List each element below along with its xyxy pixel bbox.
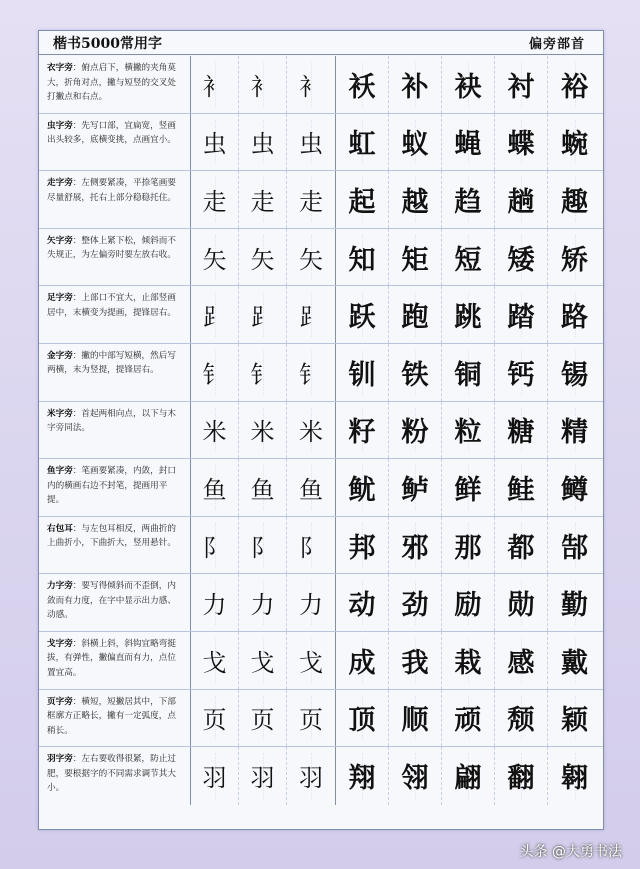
example-character: 趋 — [454, 186, 482, 218]
radical-desc-text: ：整体上紧下松，倾斜而不失规正，为左偏旁时要左放右收。 — [47, 235, 176, 261]
radical-glyph: 矢 — [299, 245, 323, 274]
example-character-cell — [389, 344, 442, 401]
example-character: 衬 — [507, 71, 535, 103]
example-character-cell — [389, 632, 442, 689]
radical-row — [39, 632, 603, 690]
example-character: 鲑 — [507, 474, 535, 506]
radical-practice-cell — [191, 632, 239, 689]
example-character-cell — [495, 632, 548, 689]
radical-desc-text: ：首起两相向点，以下与木字旁同法。 — [47, 408, 176, 434]
example-character: 短 — [454, 244, 482, 276]
radical-glyph: 羽 — [250, 764, 275, 793]
example-character-cell — [495, 56, 548, 113]
example-character-cell — [389, 690, 442, 747]
radical-practice-cell — [239, 114, 287, 171]
calligraphy-sheet — [38, 30, 604, 830]
example-character: 踏 — [507, 302, 535, 334]
radical-practice-cell — [287, 632, 336, 689]
radical-desc-text: ：左右要收得很紧，防止过肥，要根据字的不同需求调节其大小。 — [47, 754, 176, 794]
radical-glyph: ⻊ — [299, 303, 323, 332]
radical-glyph: 阝 — [202, 533, 227, 562]
example-character: 勋 — [507, 590, 535, 622]
radical-description — [39, 344, 191, 401]
radical-description — [39, 747, 191, 805]
radical-glyph: 衤 — [250, 72, 275, 101]
radical-description — [39, 632, 191, 689]
example-character-cell — [548, 690, 601, 747]
radical-name: 走字旁 — [47, 178, 73, 189]
radical-desc-text: ：要写得倾斜而不歪倒，内敛而有力度，在字中显示出力感、动感。 — [47, 581, 176, 621]
example-character-cell — [495, 747, 548, 805]
example-character: 栽 — [454, 647, 482, 679]
radical-glyph: 钅 — [202, 360, 227, 389]
example-character: 邪 — [401, 532, 429, 564]
radical-practice-cell — [191, 402, 239, 459]
radical-practice-cell — [191, 114, 239, 171]
radical-name: 金字旁 — [47, 350, 73, 361]
radical-practice-cell — [239, 229, 287, 286]
example-character-cell — [389, 517, 442, 574]
radical-glyph: 走 — [202, 187, 227, 216]
example-character-cell — [548, 517, 601, 574]
example-character-cell — [442, 459, 495, 516]
example-character: 粉 — [401, 417, 429, 449]
radical-glyph: ⻊ — [202, 303, 227, 332]
radical-practice-cell — [191, 171, 239, 228]
radical-glyph: 戈 — [202, 648, 227, 677]
radical-practice-cell — [191, 574, 239, 631]
radical-glyph: 走 — [299, 187, 323, 216]
example-character: 钙 — [507, 359, 535, 391]
radical-row — [39, 459, 603, 517]
example-character-cell — [442, 171, 495, 228]
example-character: 戴 — [561, 647, 588, 679]
radical-glyph: 页 — [299, 706, 323, 735]
radical-row — [39, 690, 603, 748]
radical-row — [39, 286, 603, 344]
example-character: 蝇 — [454, 129, 482, 161]
radical-glyph: 羽 — [299, 764, 323, 793]
radical-glyph: 鱼 — [202, 475, 227, 504]
example-character-cell — [336, 690, 389, 747]
section-title: 偏旁部首 — [528, 37, 585, 52]
radical-description — [39, 402, 191, 459]
radical-practice-cell — [287, 171, 336, 228]
example-character: 郜 — [561, 532, 588, 564]
example-character-cell — [548, 632, 601, 689]
radical-glyph: 走 — [250, 187, 275, 216]
radical-row — [39, 344, 603, 402]
radical-desc-text: ：先写口部，宜扁宽，竖画出头较多，底横变挑，点画宜小。 — [47, 120, 176, 146]
example-character-cell — [336, 632, 389, 689]
example-character: 袂 — [454, 71, 482, 103]
example-character-cell — [495, 344, 548, 401]
radical-practice-cell — [239, 747, 287, 805]
example-character-cell — [442, 632, 495, 689]
radical-glyph: 衤 — [202, 72, 227, 101]
example-character: 精 — [561, 417, 588, 449]
example-character-cell — [442, 344, 495, 401]
radical-desc-text: ：与左包耳相反，两曲折的上曲折小，下曲折大，竖用悬针。 — [47, 523, 176, 549]
radical-row — [39, 574, 603, 632]
example-character-cell — [548, 56, 601, 113]
example-character: 动 — [348, 590, 376, 622]
example-character: 矫 — [561, 244, 588, 276]
radical-practice-cell — [287, 459, 336, 516]
radical-name: 米字旁 — [47, 408, 73, 419]
radical-row — [39, 402, 603, 460]
example-character-cell — [442, 229, 495, 286]
radical-practice-cell — [239, 517, 287, 574]
radical-name: 矢字旁 — [47, 235, 73, 246]
radical-practice-cell — [287, 114, 336, 171]
radical-row — [39, 171, 603, 229]
example-character: 趣 — [561, 186, 588, 218]
example-character: 铁 — [401, 359, 429, 391]
example-character-cell — [495, 574, 548, 631]
example-character: 成 — [348, 647, 376, 679]
radical-description — [39, 574, 191, 631]
example-character-cell — [495, 402, 548, 459]
radical-description — [39, 114, 191, 171]
example-character: 勤 — [561, 590, 588, 622]
example-character: 越 — [401, 186, 429, 218]
example-character: 铜 — [454, 359, 482, 391]
example-character: 翎 — [401, 763, 429, 795]
radical-practice-cell — [239, 286, 287, 343]
example-character-cell — [442, 574, 495, 631]
radical-glyph: 米 — [202, 418, 227, 447]
example-character-cell — [442, 690, 495, 747]
example-character: 颓 — [507, 705, 535, 737]
radical-glyph: 阝 — [250, 533, 275, 562]
sheet-title: 楷书5000常用字 — [53, 35, 162, 52]
example-character-cell — [495, 114, 548, 171]
radical-glyph: 矢 — [250, 245, 275, 274]
radical-glyph: 戈 — [299, 648, 323, 677]
example-character: 跃 — [348, 302, 376, 334]
radical-practice-cell — [239, 344, 287, 401]
radical-desc-text: ：横短，短撇居其中，下部框廓方正略长，撇有一定弧度，点稍长。 — [47, 696, 176, 736]
radical-glyph: 钅 — [250, 360, 275, 389]
radical-description — [39, 229, 191, 286]
example-character: 趟 — [507, 186, 535, 218]
radical-description — [39, 517, 191, 574]
example-character-cell — [389, 574, 442, 631]
example-character: 劲 — [401, 590, 429, 622]
example-character-cell — [336, 56, 389, 113]
radical-practice-cell — [287, 56, 336, 113]
radical-practice-cell — [239, 56, 287, 113]
radical-glyph: 鱼 — [250, 475, 275, 504]
radical-desc-text: ：笔画要紧凑，内敛，封口内的横画右边不封笔，提画用平提。 — [47, 466, 176, 506]
example-character: 虹 — [348, 129, 376, 161]
example-character-cell — [336, 402, 389, 459]
radical-practice-cell — [191, 344, 239, 401]
radical-practice-cell — [239, 459, 287, 516]
radical-name: 鱼字旁 — [47, 466, 73, 477]
radical-practice-cell — [287, 574, 336, 631]
example-character: 蚁 — [401, 129, 429, 161]
example-character: 翱 — [561, 763, 588, 795]
radical-glyph: 虫 — [299, 130, 323, 159]
example-character-cell — [548, 229, 601, 286]
example-character-cell — [389, 402, 442, 459]
example-character: 那 — [454, 532, 482, 564]
example-character: 感 — [507, 647, 535, 679]
example-character-cell — [336, 229, 389, 286]
example-character-cell — [389, 114, 442, 171]
radical-row — [39, 229, 603, 287]
example-character: 励 — [454, 590, 482, 622]
example-character: 都 — [507, 532, 535, 564]
example-character-cell — [389, 229, 442, 286]
radical-name: 羽字旁 — [47, 754, 73, 765]
example-character-cell — [389, 747, 442, 805]
radical-practice-cell — [191, 747, 239, 805]
radical-name: 右包耳 — [47, 523, 73, 534]
radical-practice-cell — [239, 171, 287, 228]
example-character-cell — [548, 574, 601, 631]
example-character-cell — [548, 286, 601, 343]
example-character: 蝶 — [507, 129, 535, 161]
example-character-cell — [336, 286, 389, 343]
example-character: 蜿 — [561, 129, 588, 161]
example-character-cell — [548, 344, 601, 401]
radical-description — [39, 56, 191, 113]
example-character-cell — [389, 286, 442, 343]
example-character: 糖 — [507, 417, 535, 449]
radical-desc-text: ：上部口不宜大，止部竖画居中，末横变为提画，提锋居右。 — [47, 293, 176, 318]
example-character: 邦 — [348, 532, 376, 564]
radical-description — [39, 286, 191, 343]
example-character: 翩 — [454, 763, 482, 795]
radical-glyph: 力 — [299, 591, 323, 620]
example-character-cell — [389, 171, 442, 228]
radical-glyph: 鱼 — [299, 475, 323, 504]
radical-row — [39, 56, 603, 114]
radical-description — [39, 690, 191, 747]
example-character: 锡 — [561, 359, 588, 391]
example-character: 鳟 — [561, 474, 588, 506]
radical-practice-cell — [191, 459, 239, 516]
radical-name: 足字旁 — [47, 293, 73, 304]
example-character: 袄 — [348, 71, 376, 103]
example-character-cell — [336, 344, 389, 401]
example-character: 粒 — [454, 417, 482, 449]
radical-glyph: 米 — [299, 418, 323, 447]
example-character-cell — [336, 114, 389, 171]
radical-name: 力字旁 — [47, 581, 73, 592]
radical-row — [39, 114, 603, 172]
example-character-cell — [495, 517, 548, 574]
example-character: 钏 — [348, 359, 376, 391]
example-character: 补 — [401, 71, 429, 103]
example-character-cell — [495, 459, 548, 516]
radical-desc-text: ：斜横上斜，斜钩宜略弯挺拔，有弹性，撇偏直而有力，点位置宜高。 — [47, 638, 176, 678]
radical-glyph: 虫 — [202, 130, 227, 159]
example-character-cell — [389, 459, 442, 516]
example-character-cell — [336, 747, 389, 805]
example-character: 颖 — [561, 705, 588, 737]
example-character: 跑 — [401, 302, 429, 334]
radical-glyph: 力 — [250, 591, 275, 620]
radical-practice-cell — [191, 690, 239, 747]
radical-practice-cell — [191, 286, 239, 343]
radical-practice-cell — [287, 747, 336, 805]
radical-glyph: 页 — [202, 706, 227, 735]
example-character: 裕 — [561, 71, 588, 103]
example-character-cell — [548, 114, 601, 171]
example-character-cell — [548, 402, 601, 459]
radical-glyph: 矢 — [202, 245, 227, 274]
example-character: 籽 — [348, 417, 376, 449]
radical-description — [39, 171, 191, 228]
radical-row — [39, 747, 603, 805]
example-character: 起 — [348, 186, 376, 218]
radical-name: 戈字旁 — [47, 638, 73, 649]
radical-row — [39, 517, 603, 575]
radical-desc-text: ：左侧要紧凑，平捺笔画要尽量舒展，托右上部分稳稳托住。 — [47, 178, 176, 203]
example-character-cell — [336, 517, 389, 574]
example-character-cell — [548, 171, 601, 228]
example-character: 鲜 — [454, 474, 482, 506]
example-character-cell — [442, 56, 495, 113]
radical-practice-cell — [191, 229, 239, 286]
sheet-header — [39, 31, 603, 55]
radical-table — [39, 56, 603, 805]
radical-glyph: 阝 — [299, 533, 323, 562]
radical-desc-text: ：俯点启下，横撇的夹角莫大，折角对点，撇与短竖的交叉处打撇点和右点。 — [47, 63, 176, 102]
example-character-cell — [336, 574, 389, 631]
radical-practice-cell — [287, 402, 336, 459]
radical-practice-cell — [287, 690, 336, 747]
radical-glyph: ⻊ — [250, 303, 275, 332]
example-character-cell — [495, 171, 548, 228]
radical-practice-cell — [191, 56, 239, 113]
radical-practice-cell — [287, 517, 336, 574]
radical-desc-text: ：撇的中部写短横，然后写两横，末为竖提，提锋居右。 — [47, 350, 176, 376]
radical-glyph: 戈 — [250, 648, 275, 677]
example-character: 鲈 — [401, 474, 429, 506]
example-character: 鱿 — [348, 474, 376, 506]
radical-glyph: 衤 — [299, 72, 323, 101]
watermark: 头条 @大勇书法 — [519, 844, 622, 860]
example-character-cell — [389, 56, 442, 113]
example-character: 顶 — [348, 705, 376, 737]
radical-practice-cell — [287, 286, 336, 343]
example-character-cell — [548, 747, 601, 805]
example-character: 顽 — [454, 705, 482, 737]
radical-glyph: 米 — [250, 418, 275, 447]
example-character: 知 — [348, 244, 376, 276]
example-character: 我 — [401, 647, 429, 679]
radical-practice-cell — [287, 344, 336, 401]
example-character: 翻 — [507, 763, 535, 795]
example-character-cell — [495, 229, 548, 286]
radical-glyph: 力 — [202, 591, 227, 620]
example-character: 翔 — [348, 763, 376, 795]
radical-name: 衣字旁 — [47, 63, 73, 73]
example-character-cell — [495, 690, 548, 747]
radical-glyph: 页 — [250, 706, 275, 735]
radical-practice-cell — [239, 402, 287, 459]
radical-practice-cell — [191, 517, 239, 574]
radical-name: 页字旁 — [47, 696, 73, 707]
radical-name: 虫字旁 — [47, 120, 73, 131]
example-character: 跳 — [454, 302, 482, 334]
example-character-cell — [548, 459, 601, 516]
example-character-cell — [442, 402, 495, 459]
radical-glyph: 钅 — [299, 360, 323, 389]
radical-practice-cell — [239, 574, 287, 631]
radical-practice-cell — [287, 229, 336, 286]
radical-practice-cell — [239, 690, 287, 747]
example-character: 矮 — [507, 244, 535, 276]
example-character-cell — [495, 286, 548, 343]
example-character-cell — [336, 459, 389, 516]
example-character-cell — [442, 747, 495, 805]
radical-description — [39, 459, 191, 516]
example-character-cell — [442, 517, 495, 574]
example-character-cell — [442, 114, 495, 171]
example-character: 顺 — [401, 705, 429, 737]
example-character: 矩 — [401, 244, 429, 276]
radical-glyph: 虫 — [250, 130, 275, 159]
example-character-cell — [442, 286, 495, 343]
radical-glyph: 羽 — [202, 764, 227, 793]
example-character: 路 — [561, 302, 588, 334]
radical-practice-cell — [239, 632, 287, 689]
example-character-cell — [336, 171, 389, 228]
